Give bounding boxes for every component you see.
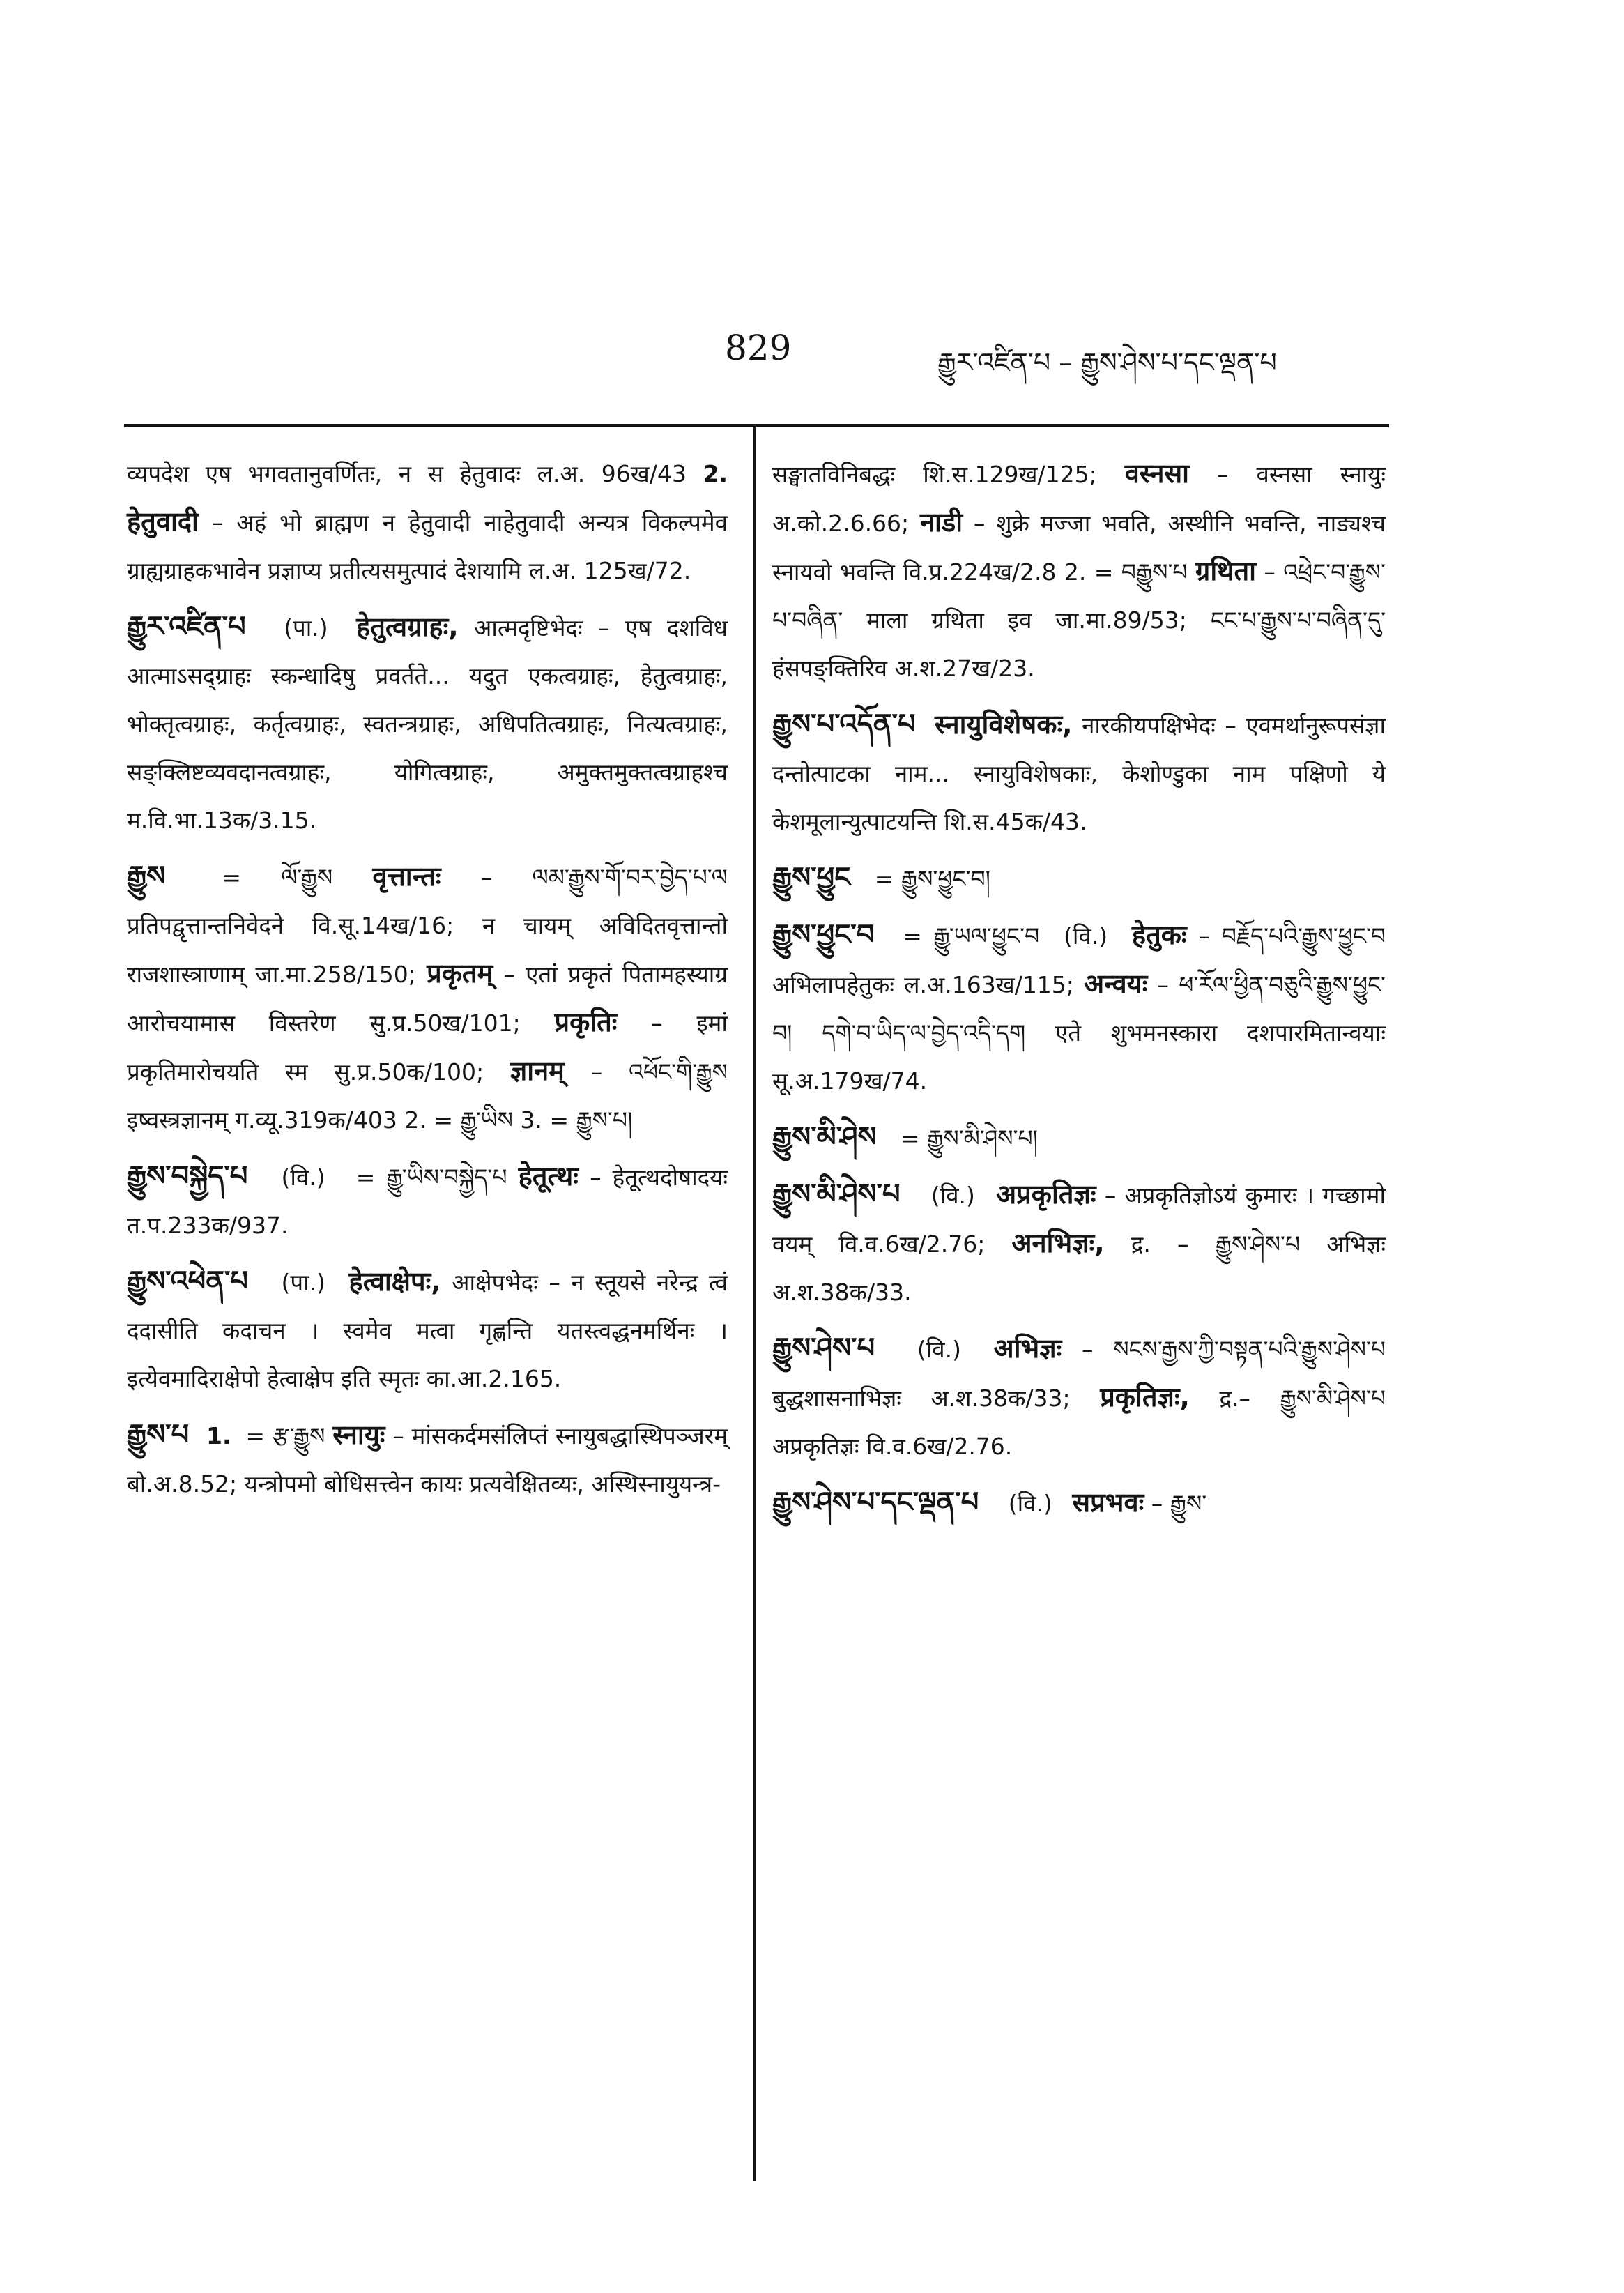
entry-text: – शुक्रे मज्जा भवति, अस्थीनि भवन्ति, नाड्यश्च स्नायवो भवन्ति वि.प्र.224ख/2.8 <box>772 510 1386 586</box>
sense-number: 1. <box>206 1422 231 1449</box>
grammar-label: (वि.) <box>281 1164 325 1191</box>
dictionary-entry <box>772 911 1386 1105</box>
tibetan-headword: རྒྱུས་བསྐྱེད་པ <box>127 1160 248 1192</box>
entry-text: – अप्रकृतिज्ञोऽयं कुमारः । गच्छामो वयम् वि.व.6ख/2.76; <box>772 1182 1386 1258</box>
grammar-label: (वि.) <box>930 1182 975 1209</box>
dictionary-entry <box>127 1411 728 1508</box>
entry-text: नारकीयपक्षिभेदः – एवमर्थानुरूपसंज्ञा दन्तोत्पाटका नाम... स्नायुविशेषकाः, केशोण्डुका नाम पक्षिणो ये केशमूलान्युत्पाटयन्ति शि.स.45क/43. <box>772 712 1386 835</box>
right-column <box>772 450 1386 1536</box>
sanskrit-term: हेतुवादी <box>127 506 199 537</box>
entry-text: – मांसकर्दमसंलिप्तं स्नायुबद्धास्थिपञ्जरम् बो.अ.8.52; यन्त्रोपमो बोधिसत्त्वेन कायः प्रत्यवेक्षितव्यः, अस्थिस्नायुयन्त्र- <box>127 1422 728 1498</box>
grammar-label: (पा.) <box>284 614 328 641</box>
sanskrit-term: हेत्वाक्षेपः, <box>348 1266 441 1297</box>
grammar-label: (वि.) <box>917 1336 961 1363</box>
sanskrit-term: अभिज्ञः <box>993 1333 1062 1364</box>
tibetan-headword: རྒྱུས་འཕེན་པ <box>127 1265 248 1297</box>
entry-text: द्र.– རྒྱུས་མི་ཤེས་པ अप्रकृतिज्ञः वि.व.6ख/2.76. <box>772 1385 1386 1460</box>
sanskrit-term: हेतुत्वग्राहः, <box>356 611 459 642</box>
dictionary-entry <box>772 1171 1386 1316</box>
sanskrit-term: अप्रकृतिज्ञः <box>996 1179 1096 1210</box>
tibetan-headword: རྒྱུས་ཕྱུང་བ <box>772 919 875 951</box>
dictionary-entry <box>772 1325 1386 1470</box>
sanskrit-term: स्नायुः <box>332 1419 385 1450</box>
dictionary-entry <box>127 603 728 844</box>
tibetan-headword: རྒྱུས་པ་འདོན་པ <box>772 708 916 740</box>
page-number: 829 <box>725 328 792 368</box>
entry-text: – अहं भो ब्राह्मण न हेतुवादी नाहेतुवादी अन्यत्र विकल्पमेव ग्राह्यग्राहकभावेन प्रज्ञाप्य प्रतीत्यसमुत्पादं देशयामि ल.अ. 125ख/72. <box>127 509 728 584</box>
entry-text: – འཕྲེང་བ་རྒྱུས་པ་བཞིན་ माला ग्रथिता इव जा.मा.89/53; ངང་པ་རྒྱུས་པ་བཞིན་དུ་ हंसपङ्क्तिरिव अ.श.27ख/23. <box>772 558 1386 682</box>
sanskrit-term: प्रकृतिज्ञः, <box>1100 1382 1190 1412</box>
entry-text: – བརྗོད་པའི་རྒྱུས་ཕྱུང་བ अभिलापहेतुकः ल.अ.163ख/115; <box>772 922 1386 998</box>
entry-text: व्यपदेश एष भगवतानुवर्णितः, न स हेतुवादः ल.अ. 96ख/43 <box>127 460 687 487</box>
sanskrit-term: वृत्तान्तः <box>372 861 441 892</box>
cross-reference: = རྒྱུས་མི་ཤེས་པ། <box>901 1125 1038 1152</box>
grammar-label: (पा.) <box>281 1269 325 1296</box>
sanskrit-term: नाडी <box>919 507 963 538</box>
entry-text: सङ्घातविनिबद्धः शि.स.129ख/125; <box>772 461 1097 488</box>
sanskrit-term: अनभिज्ञः, <box>1011 1228 1105 1258</box>
entry-text: – རྒྱུས་ <box>1151 1490 1207 1517</box>
entry-text: – एतां प्रकृतं पितामहस्याग्र आरोचयामास विस्तरेण सु.प्र.50ख/101; <box>127 961 728 1037</box>
dictionary-entry <box>772 1113 1386 1162</box>
sanskrit-term: वस्नसा <box>1124 458 1189 489</box>
dictionary-entry <box>772 701 1386 846</box>
sense-number: 2. <box>703 460 728 487</box>
cross-reference: = རྒྱུས་ཕྱུང་བ། <box>874 865 990 892</box>
column-divider <box>753 424 756 2181</box>
sanskrit-term: स्नायुविशेषकः, <box>935 709 1073 740</box>
tibetan-headword: རྒྱུས་ཤེས་པ <box>772 1332 875 1364</box>
dictionary-entry <box>127 853 728 1144</box>
entry-text: द्र. – རྒྱུས་ཤེས་པ अभिज्ञः अ.श.38क/33. <box>772 1231 1386 1306</box>
left-column <box>127 450 728 1516</box>
sanskrit-term: प्रकृतिः <box>554 1007 618 1037</box>
entry-text: – སངས་རྒྱས་ཀྱི་བསྟན་པའི་རྒྱུས་ཤེས་པ बुद्धशासनाभिज्ञः अ.श.38क/33; <box>772 1336 1386 1412</box>
tibetan-headword: རྒྱུས་ཕྱུང <box>772 862 851 894</box>
entry-text: आत्मदृष्टिभेदः – एष दशविध आत्माऽसद्ग्राहः स्कन्धादिषु प्रवर्तते... यदुत एकत्वग्राहः, हेतुत्वग्राहः, भोक्तृत्वग्राहः, कर्तृत्वग्राहः, स्वतन्त्रग्राहः, अधिपतित्वग्राहः, नित्यत्वग्राहः, सङ्क्लिष्टव्यवदानत्वग्राहः, योगित्वग्राहः, अमुक्तमुक्तत्वग्राहश्च म.वि.भा.13क/3.15. <box>127 614 728 834</box>
sanskrit-term: सप्रभवः <box>1072 1487 1144 1518</box>
entry-continuation <box>772 450 1386 692</box>
grammar-label: (वि.) <box>1008 1490 1052 1517</box>
sanskrit-term: हेतूत्थः <box>518 1161 579 1191</box>
dictionary-entry <box>127 1152 728 1249</box>
entry-continuation <box>127 450 728 595</box>
running-head: རྒྱུར་འཛིན་པ – རྒྱུས་ཤེས་པ་དང་ལྡན་པ <box>937 347 1277 378</box>
entry-text: 2. = བརྒྱུས་པ <box>1064 558 1188 586</box>
dictionary-entry <box>127 1258 728 1403</box>
entry-text: 2. = རྒྱུ་ཡིས 3. = རྒྱུས་པ། <box>404 1106 633 1134</box>
sanskrit-term: ग्रथिता <box>1195 556 1256 586</box>
entry-text: आक्षेपभेदः – न स्तूयसे नरेन्द्र त्वं ददासीति कदाचन । स्वमेव मत्वा गृह्णन्ति यतस्त्वद्धनमर्थिनः । इत्येवमादिराक्षेपो हेत्वाक्षेप इति स्मृतः का.आ.2.165. <box>127 1269 728 1392</box>
dictionary-entry <box>772 1479 1386 1528</box>
sanskrit-term: अन्वयः <box>1084 968 1148 999</box>
tibetan-headword: རྒྱུས་མི་ཤེས <box>772 1121 877 1153</box>
sanskrit-term: ज्ञानम् <box>510 1056 565 1086</box>
dictionary-entry <box>772 854 1386 903</box>
header-rule <box>124 424 1389 427</box>
tibetan-headword: རྒྱུས་མི་ཤེས་པ <box>772 1178 901 1210</box>
entry-text: – ཕ་རོལ་ཕྱིན་བཅུའི་རྒྱུས་ཕྱུང་བ། དགེ་བ་ཡིད་ལ་བྱེད་འདི་དག एते शुभमनस्कारा दशपारमितान्वयाः सू.अ.179ख/74. <box>772 971 1386 1095</box>
tibetan-headword: རྒྱུས <box>127 860 166 892</box>
sanskrit-term: प्रकृतम् <box>427 958 493 989</box>
tibetan-headword: རྒྱུར་འཛིན་པ <box>127 611 246 643</box>
entry-text: – ལམ་རྒྱུས་གོ་བར་བྱེད་པ་ལ प्रतिपद्वृत्तान्तनिवेदने वि.सू.14ख/16; न चायम् अविदितवृत्तान्तो राजशास्त्राणाम् जा.मा.258/150; <box>127 864 728 988</box>
entry-text: – इमां प्रकृतिमारोचयति स्म सु.प्र.50क/100; <box>127 1010 728 1085</box>
cross-reference: = ལོ་རྒྱུས <box>222 864 333 891</box>
tibetan-headword: རྒྱུས་པ <box>127 1419 190 1451</box>
grammar-label: (वि.) <box>1063 922 1108 950</box>
tibetan-headword: རྒྱུས་ཤེས་པ་དང་ལྡན་པ <box>772 1486 979 1518</box>
cross-reference: = རྒྱུ་ཡིས་བསྐྱེད་པ <box>355 1164 507 1191</box>
cross-reference: = རྒྱུ་ཡལ་ཕྱུང་བ <box>903 922 1040 950</box>
entry-text: – འཕོང་གི་རྒྱུས इष्वस्त्रज्ञानम् ग.व्यू.319क/403 <box>127 1058 728 1134</box>
cross-reference: = རྩ་རྒྱུས <box>245 1422 325 1449</box>
sanskrit-term: हेतुकः <box>1131 920 1187 950</box>
entry-text: – हेतूत्थदोषादयः त.प.233क/937. <box>127 1164 728 1239</box>
entry-text: – वस्नसा स्नायुः अ.को.2.6.66; <box>772 461 1386 537</box>
